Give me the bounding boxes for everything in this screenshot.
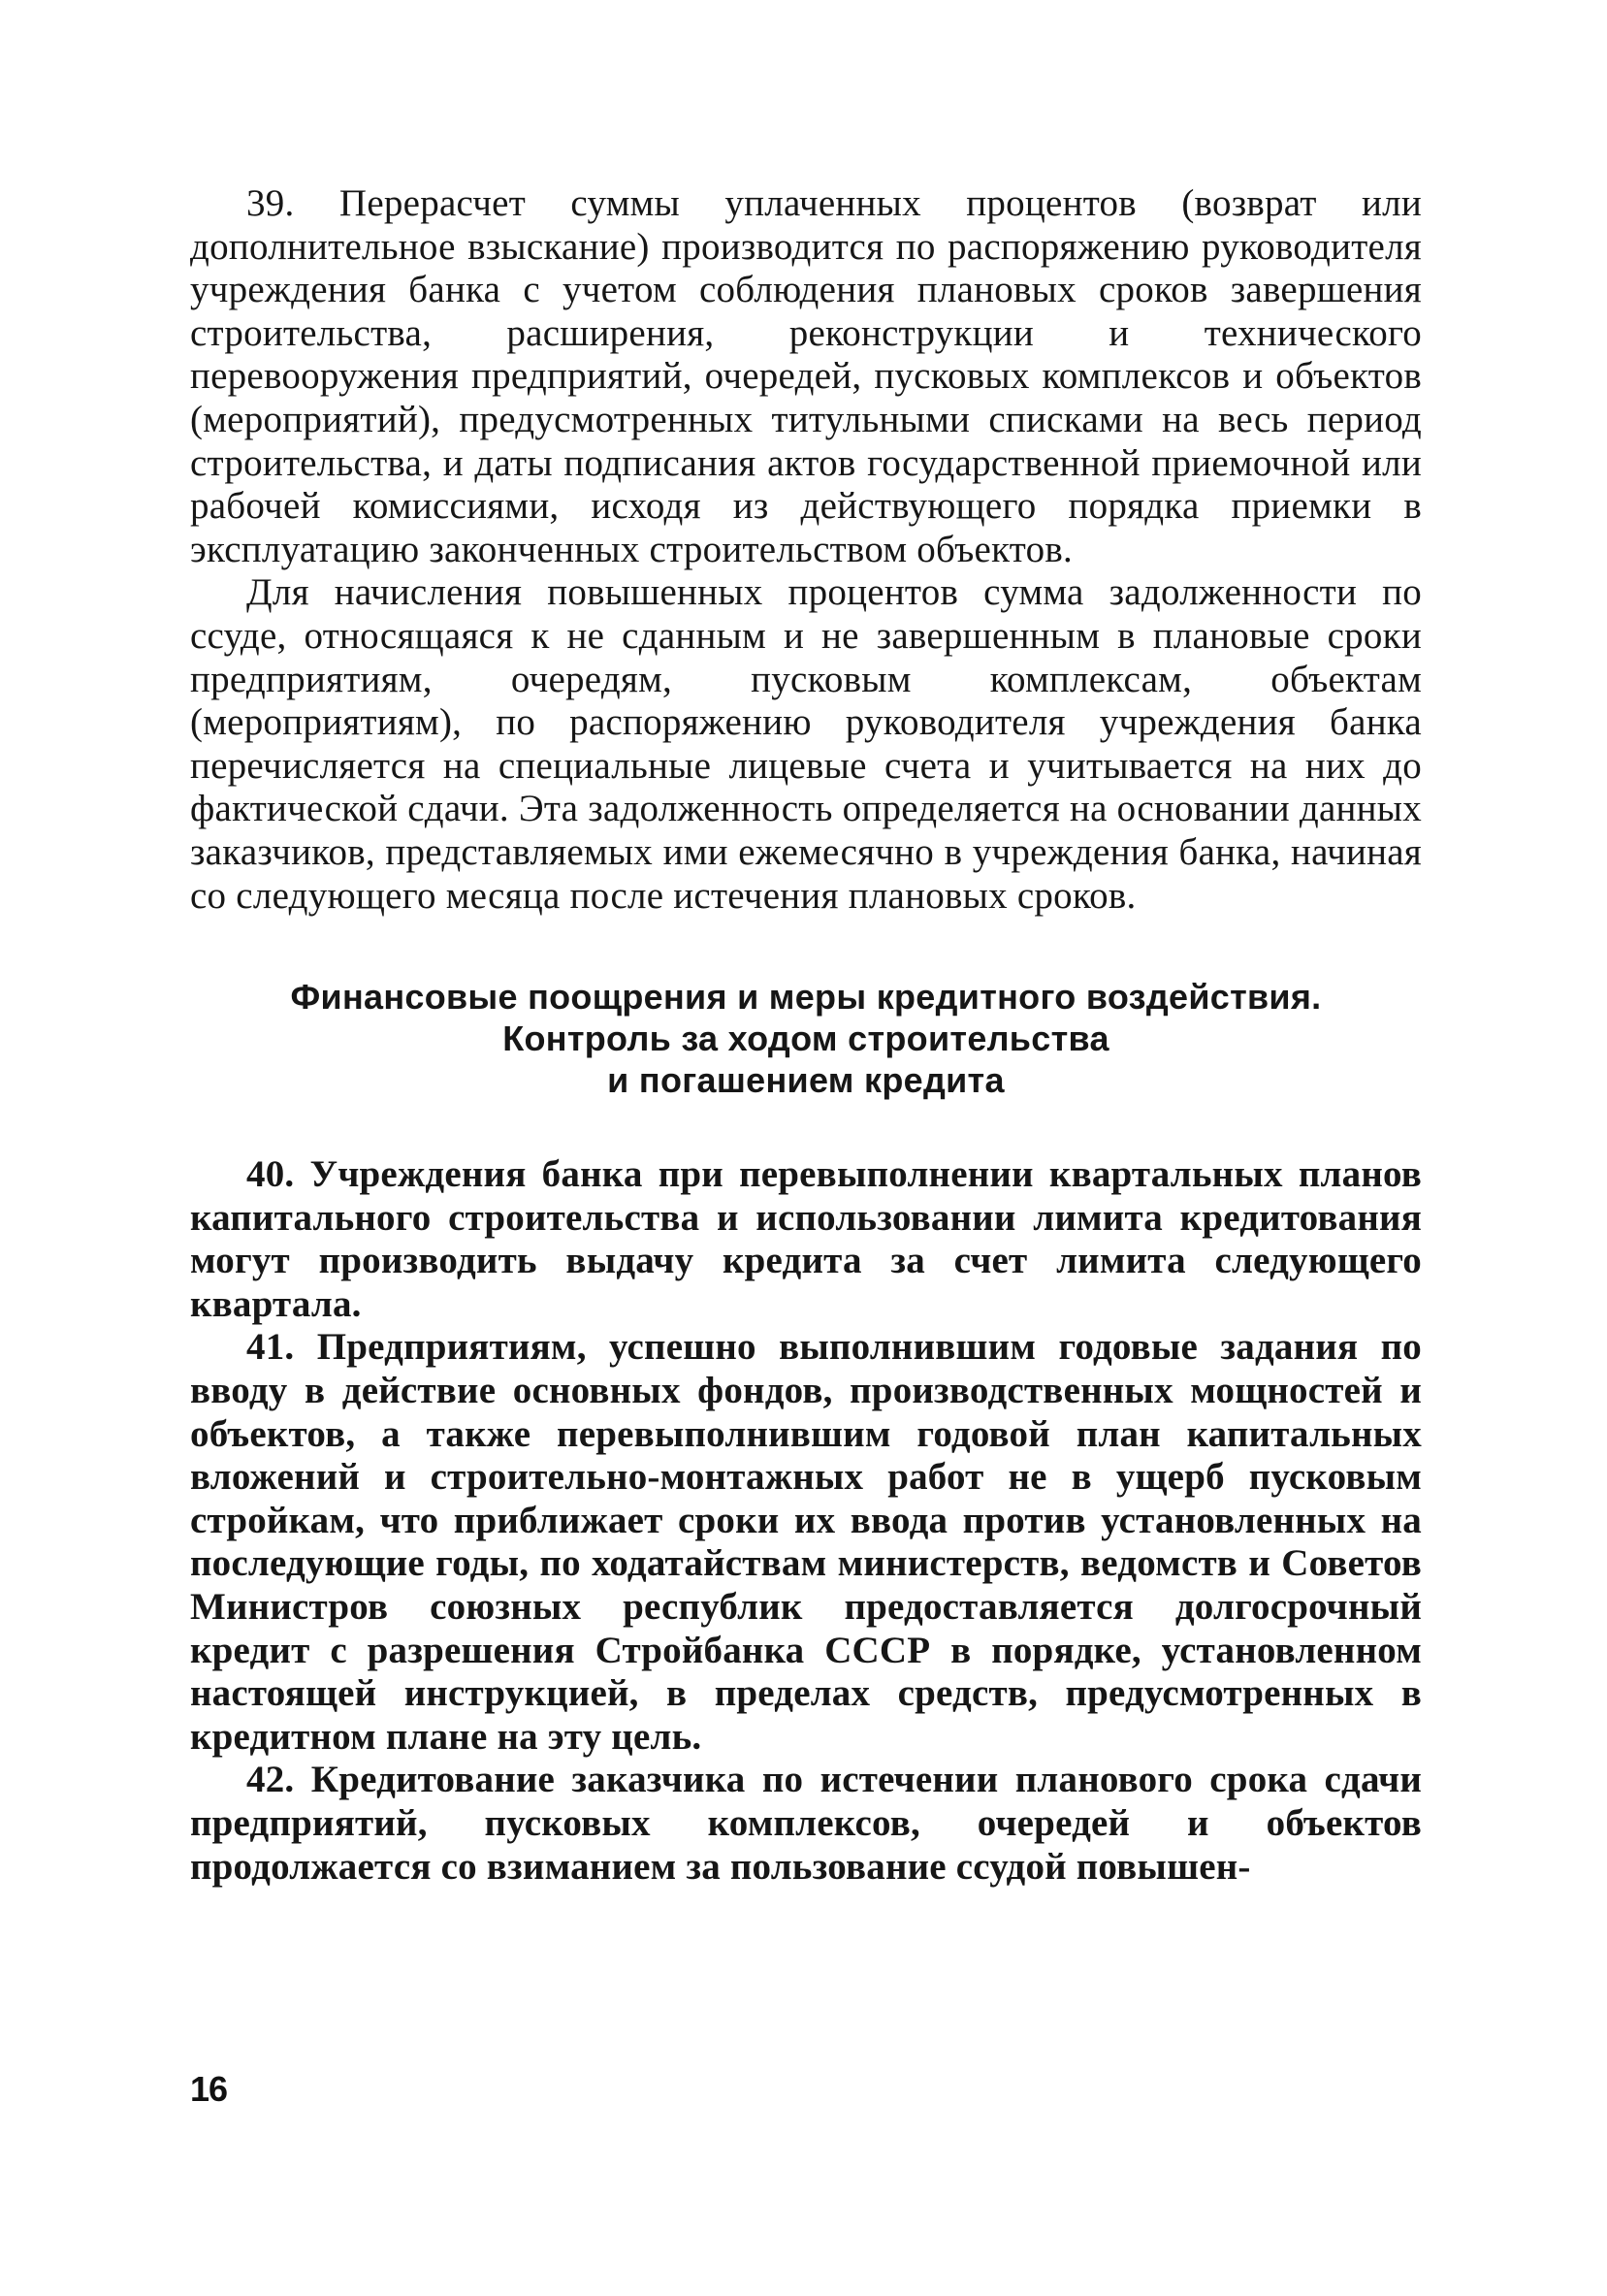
paragraph-39: 39. Перерасчет суммы уплаченных процентов (возврат или дополнительное взыскание) производится по распоряжению руководителя учреждения банка с учетом соблюдения плановых сроков завершения строительства, расширения, реконструкции и технического перевооружения предприятий, очередей, пусковых комплексов и объектов (мероприятий), предусмотренных титульными списками на весь период строительства, и даты подписания актов государственной приемочной или рабочей комиссиями, исходя из действующего порядка приемки в эксплуатацию законченных строительством объектов. <box>190 182 1422 570</box>
paragraph-40: 40. Учреждения банка при перевыполнении квартальных планов капитального строительства и использовании лимита кредитования могут производить выдачу кредита за счет лимита следующего квартала. <box>190 1153 1422 1325</box>
section-heading-line-3: и погашением кредита <box>607 1060 1005 1101</box>
section-heading-line-1: Финансовые поощрения и меры кредитного воздействия. <box>290 977 1322 1018</box>
section-heading <box>190 976 1422 1101</box>
paragraph-42: 42. Кредитование заказчика по истечении планового срока сдачи предприятий, пусковых комплексов, очередей и объектов продолжается со взиманием за пользование ссудой повышен- <box>190 1759 1422 1888</box>
section-heading-line-2: Контроль за ходом строительства <box>502 1019 1109 1059</box>
page-number: 16 <box>190 2069 228 2109</box>
document-page <box>190 182 1422 1889</box>
paragraph-41: 41. Предприятиям, успешно выполнившим годовые задания по вводу в действие основных фондов, производственных мощностей и объектов, а также перевыполнившим годовой план капитальных вложений и строительно-монтажных работ не в ущерб пусковым стройкам, что приближает сроки их ввода против установленных на последующие годы, по ходатайствам министерств, ведомств и Советов Министров союзных республик предоставляется долгосрочный кредит с разрешения Стройбанка СССР в порядке, установленном настоящей инструкцией, в пределах средств, предусмотренных в кредитном плане на эту цель. <box>190 1326 1422 1758</box>
paragraph-39-continuation: Для начисления повышенных процентов сумма задолженности по ссуде, относящаяся к не сданным и не завершенным в плановые сроки предприятиям, очередям, пусковым комплексам, объектам (мероприятиям), по распоряжению руководителя учреждения банка перечисляется на специальные лицевые счета и учитывается на них до фактической сдачи. Эта задолженность определяется на основании данных заказчиков, представляемых ими ежемесячно в учреждения банка, начиная со следующего месяца после истечения плановых сроков. <box>190 571 1422 917</box>
